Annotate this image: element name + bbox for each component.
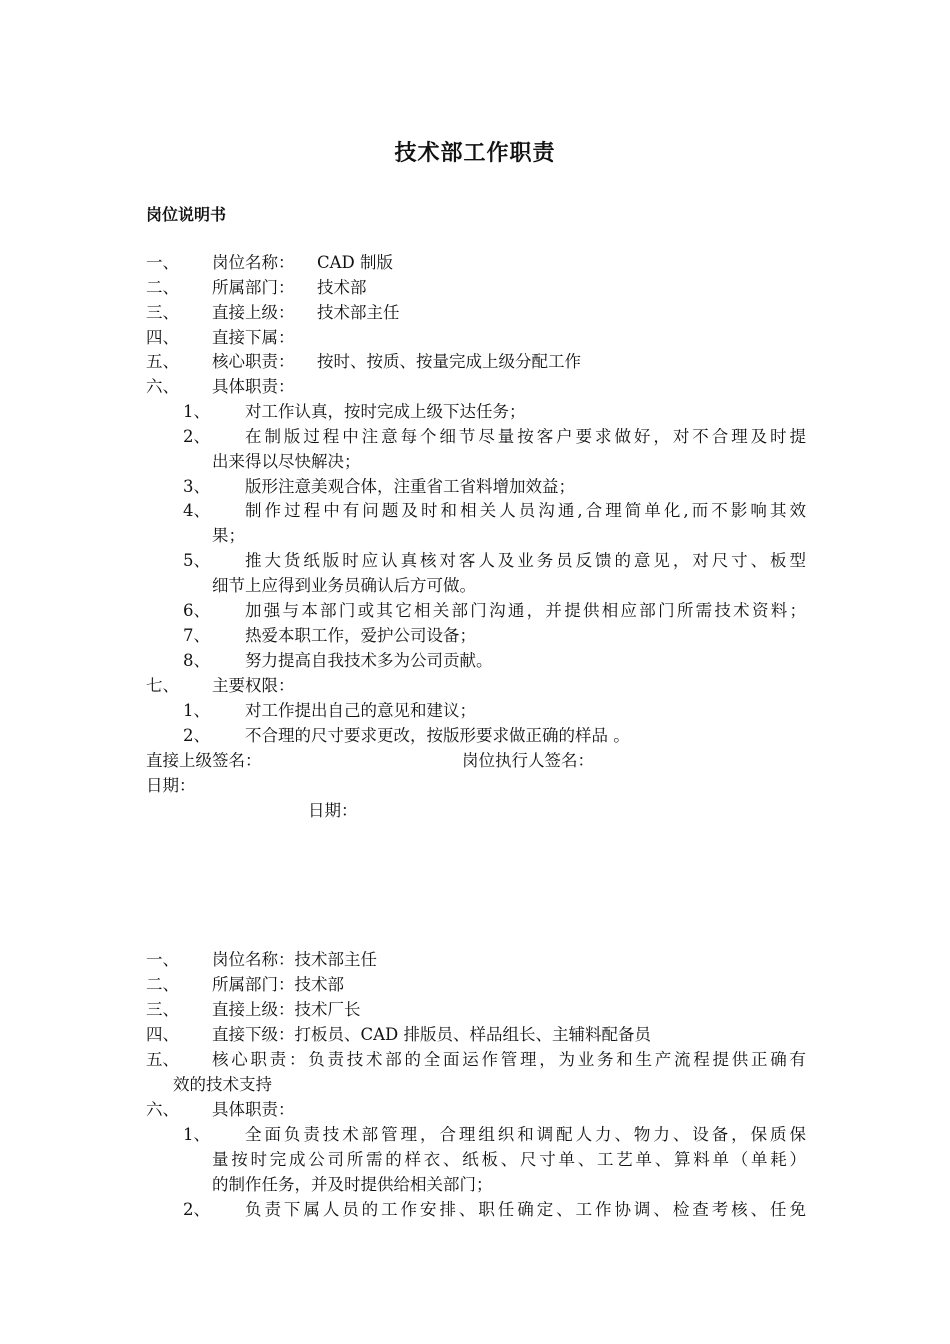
row-label: 核心职责： xyxy=(212,352,295,371)
row-text: 直接下级：打板员、CAD 排版员、样品组长、主辅料配备员 xyxy=(212,1025,652,1044)
row-text: 具体职责： xyxy=(212,1100,295,1119)
duty-number: 6、 xyxy=(183,601,210,620)
row-number: 二、 xyxy=(146,975,179,994)
duty-text: 制作过程中有问题及时和相关人员沟通,合理简单化,而不影响其效 xyxy=(245,501,806,520)
duty-number: 5、 xyxy=(183,551,210,570)
duty-number: 4、 xyxy=(183,501,210,520)
row-label: 主要权限： xyxy=(212,676,295,695)
superior-signature-label: 直接上级签名： xyxy=(146,751,262,770)
row-value: 技术部主任 xyxy=(317,303,400,322)
section1-row xyxy=(146,251,179,275)
row-number: 四、 xyxy=(146,328,179,347)
row-number: 一、 xyxy=(146,950,179,969)
document-subtitle: 岗位说明书 xyxy=(146,205,227,224)
row-label: 直接下属： xyxy=(212,328,295,347)
duty-text: 对工作认真，按时完成上级下达任务； xyxy=(245,402,526,421)
row-number: 三、 xyxy=(146,1000,179,1019)
row-text-cont: 效的技术支持 xyxy=(173,1075,272,1094)
row-number: 二、 xyxy=(146,278,179,297)
duty-number: 3、 xyxy=(183,477,210,496)
row-label: 直接上级： xyxy=(212,303,295,322)
row-number: 六、 xyxy=(146,1100,179,1119)
row-value: 技术部 xyxy=(317,278,367,297)
duty-number: 2、 xyxy=(183,1200,210,1219)
right-number: 1、 xyxy=(183,701,210,720)
row-label: 具体职责： xyxy=(212,377,295,396)
duty-text: 在制版过程中注意每个细节尽量按客户要求做好，对不合理及时提 xyxy=(245,427,806,446)
duty-text-cont: 果； xyxy=(212,526,245,545)
row-value: CAD 制版 xyxy=(317,253,394,272)
row-number: 三、 xyxy=(146,303,179,322)
row-text: 所属部门：技术部 xyxy=(212,975,344,994)
row-label: 所属部门： xyxy=(212,278,295,297)
row-value: 按时、按质、按量完成上级分配工作 xyxy=(317,352,581,371)
duty-text-cont: 的制作任务，并及时提供给相关部门； xyxy=(212,1175,493,1194)
right-text: 对工作提出自己的意见和建议； xyxy=(245,701,476,720)
row-text: 直接上级：技术厂长 xyxy=(212,1000,361,1019)
duty-text-cont: 出来得以尽快解决； xyxy=(212,452,361,471)
row-number: 六、 xyxy=(146,377,179,396)
duty-text: 推大货纸版时应认真核对客人及业务员反馈的意见，对尺寸、板型 xyxy=(245,551,806,570)
right-text: 不合理的尺寸要求更改，按版形要求做正确的样品 。 xyxy=(245,726,630,745)
date-label: 日期： xyxy=(308,801,358,820)
row-text: 岗位名称：技术部主任 xyxy=(212,950,377,969)
duty-text: 版形注意美观合体，注重省工省料增加效益； xyxy=(245,477,575,496)
document-title: 技术部工作职责 xyxy=(394,140,556,166)
duty-text: 热爱本职工作，爱护公司设备； xyxy=(245,626,476,645)
duty-text: 努力提高自我技术多为公司贡献。 xyxy=(245,651,493,670)
date-label: 日期： xyxy=(146,776,196,795)
duty-text: 加强与本部门或其它相关部门沟通，并提供相应部门所需技术资料； xyxy=(245,601,806,620)
row-number: 四、 xyxy=(146,1025,179,1044)
duty-number: 2、 xyxy=(183,427,210,446)
row-label: 岗位名称： xyxy=(212,253,295,272)
duty-text: 负责下属人员的工作安排、职任确定、工作协调、检查考核、任免 xyxy=(245,1200,806,1219)
executor-signature-label: 岗位执行人签名： xyxy=(462,751,594,770)
duty-number: 1、 xyxy=(183,1125,210,1144)
row-number: 五、 xyxy=(146,352,179,371)
row-text: 核心职责：负责技术部的全面运作管理，为业务和生产流程提供正确有 xyxy=(212,1050,806,1069)
row-number: 一、 xyxy=(146,253,179,272)
row-number: 五、 xyxy=(146,1050,179,1069)
duty-text-cont: 细节上应得到业务员确认后方可做。 xyxy=(212,576,476,595)
duty-text-cont: 量按时完成公司所需的样衣、纸板、尺寸单、工艺单、算料单（单耗） xyxy=(212,1150,806,1169)
duty-number: 8、 xyxy=(183,651,210,670)
duty-text: 全面负责技术部管理，合理组织和调配人力、物力、设备，保质保 xyxy=(245,1125,806,1144)
row-number: 七、 xyxy=(146,676,179,695)
duty-number: 7、 xyxy=(183,626,210,645)
duty-number: 1、 xyxy=(183,402,210,421)
right-number: 2、 xyxy=(183,726,210,745)
